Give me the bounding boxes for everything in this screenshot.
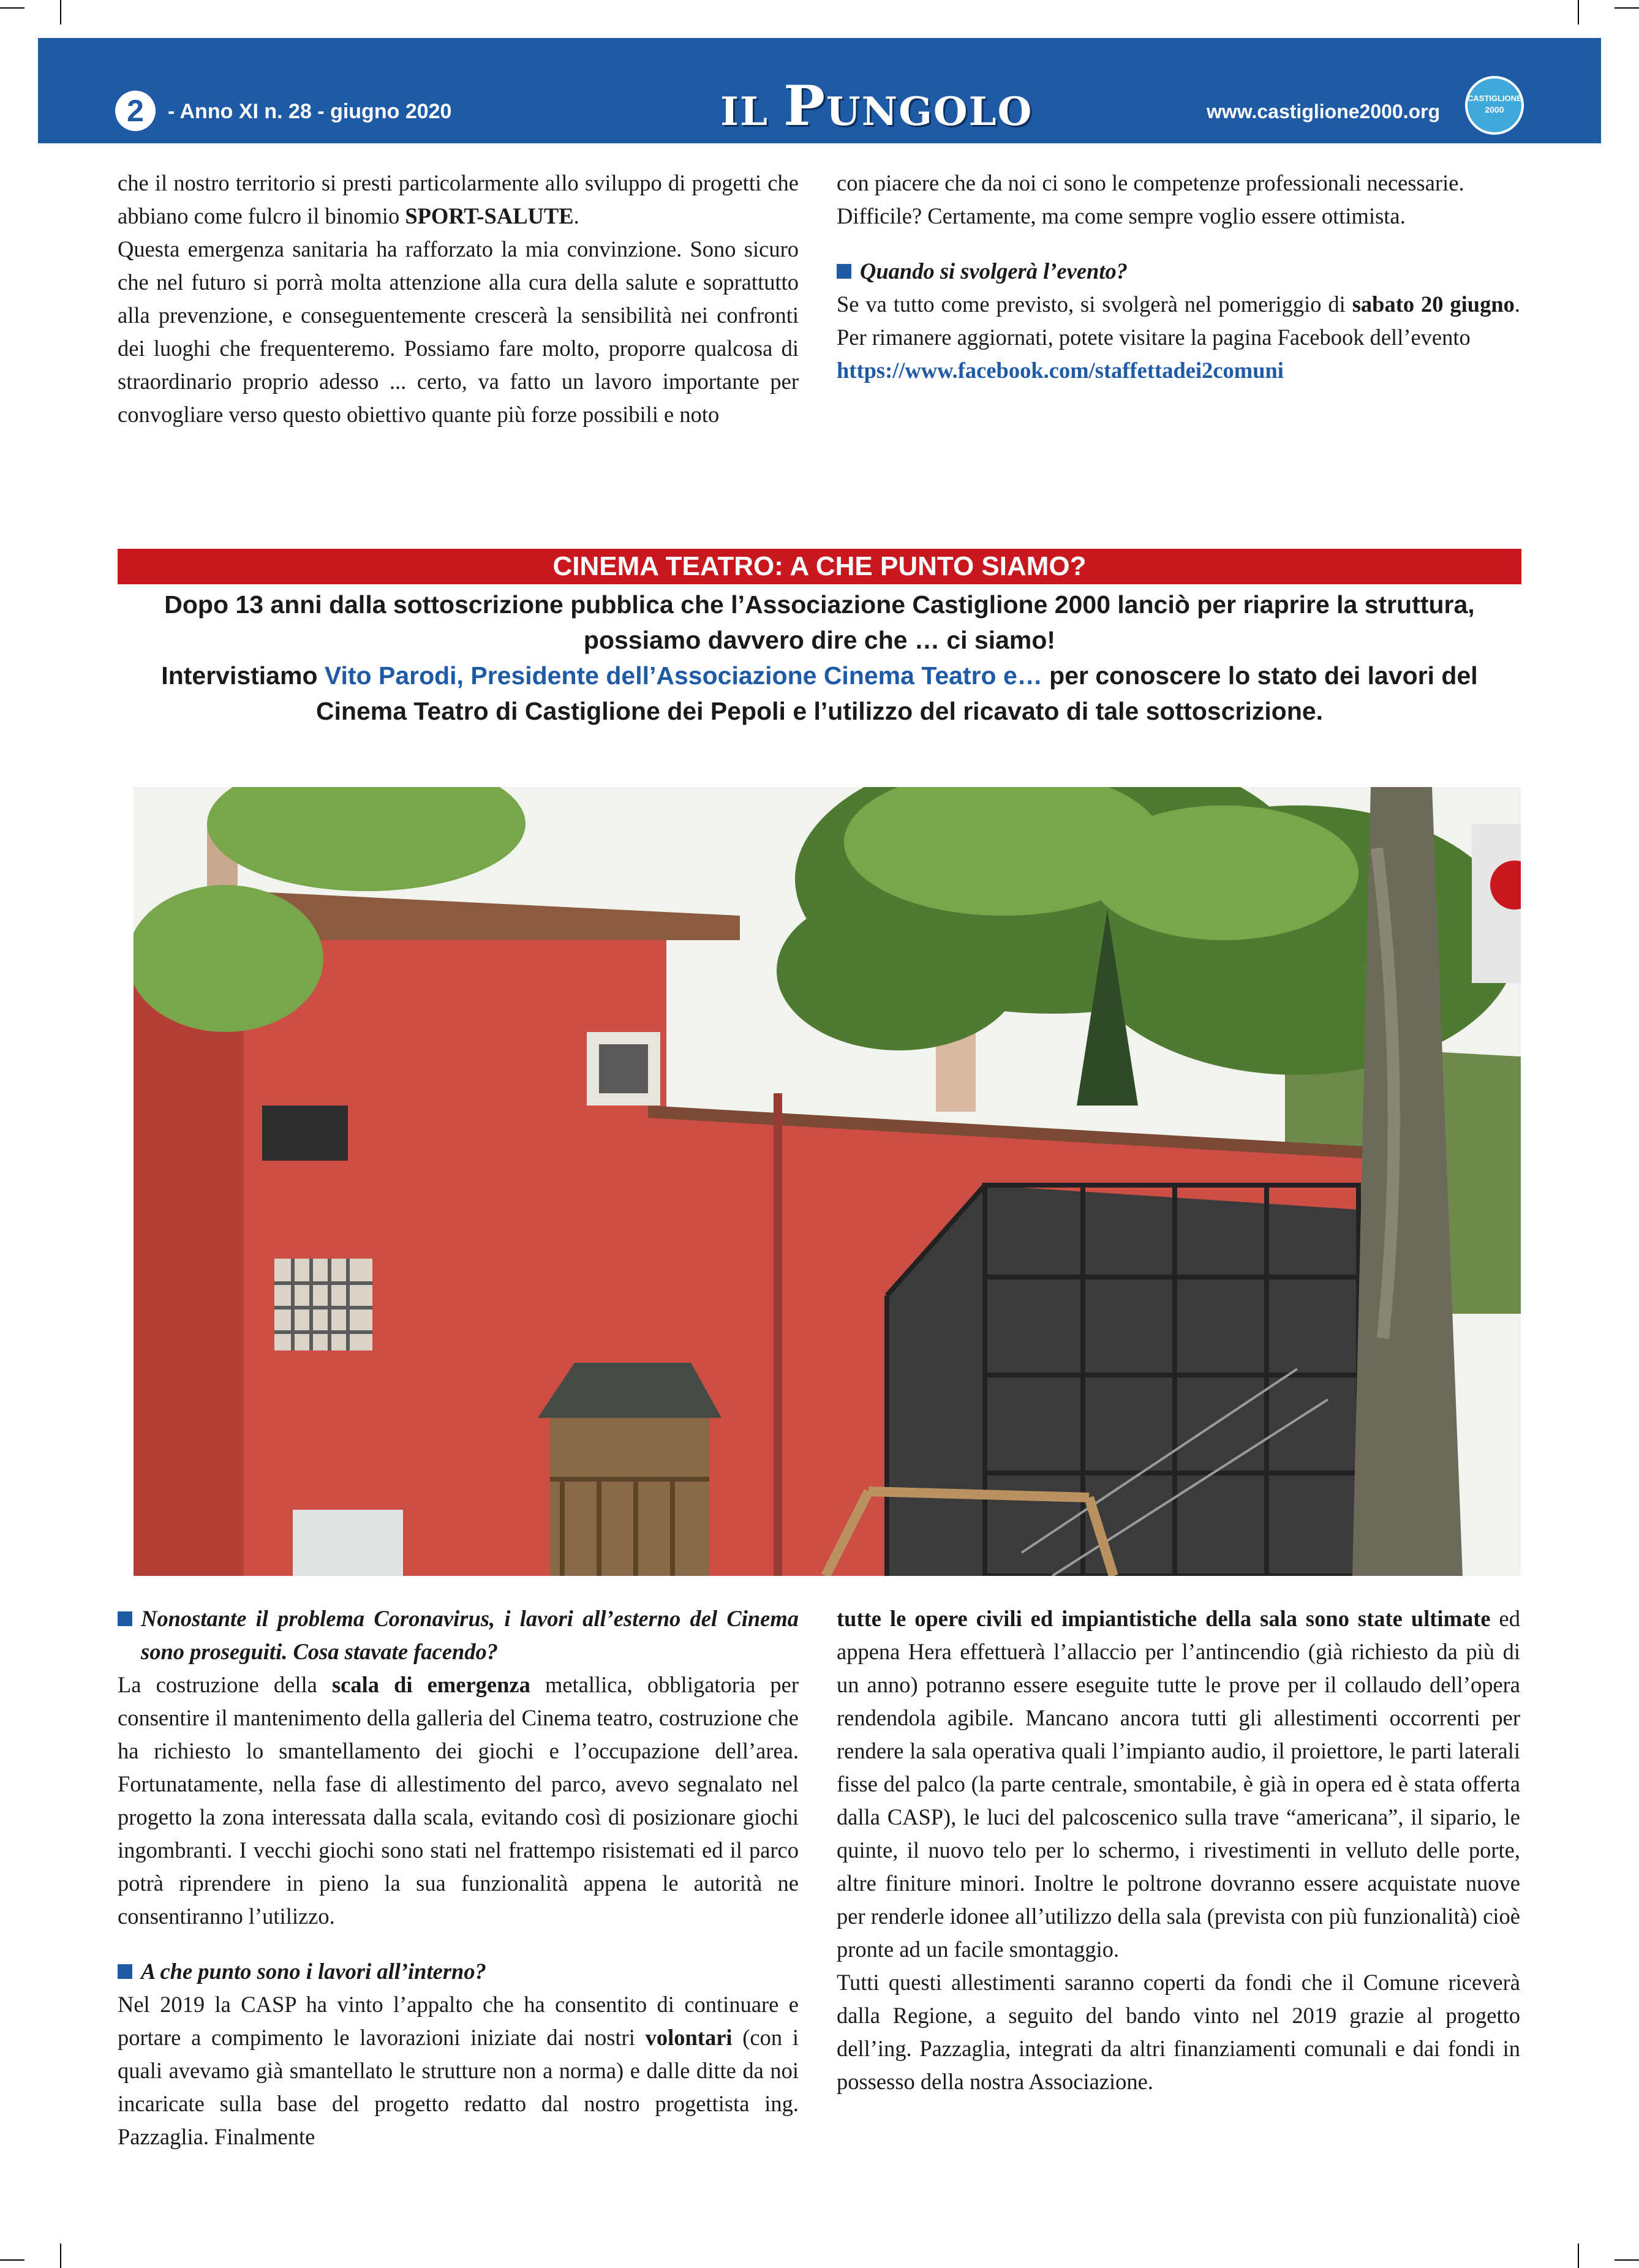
issue-info: - Anno XI n. 28 - giugno 2020 xyxy=(168,100,452,123)
question-text: Quando si svolgerà l’evento? xyxy=(860,258,1128,284)
intro-line xyxy=(118,658,1521,729)
paragraph xyxy=(118,167,799,233)
text-bold: sabato 20 giugno xyxy=(1352,292,1515,317)
paragraph xyxy=(837,1602,1520,1966)
question xyxy=(837,255,1520,288)
paragraph xyxy=(118,1668,799,1933)
text-run: che il nostro territorio si presti particolarmente allo sviluppo di progetti che abbiano come fulcro il binomio xyxy=(118,170,799,228)
badge-text: CASTIGLIONE xyxy=(1468,94,1522,103)
text-run: . xyxy=(573,203,579,228)
text-run: (con i quali avevamo già smantellato le strutture non a norma) e dalle ditte da noi incaricate sulla base del progetto redatto dal nostro progettista ing. Pazzaglia. Finalmente xyxy=(118,2025,799,2149)
text-bold: SPORT-SALUTE xyxy=(405,203,574,228)
paragraph: Questa emergenza sanitaria ha rafforzato la mia convinzione. Sono sicuro che nel futuro si porrà molta attenzione alla cura della salute e soprattutto alla prevenzione, e conseguentemente crescerà la sensibilità nei confronti dei luoghi che frequenteremo. Possiamo fare molto, proporre qualcosa di straordinario proprio adesso ... certo, va fatto un lavoro importante per convogliare verso questo obiettivo quante più forze possibili e noto xyxy=(118,236,799,427)
question-text: Nonostante il problema Coronavirus, i lavori all’esterno del Cinema sono proseguiti. Cosa stavate facendo? xyxy=(141,1606,799,1664)
paragraph: Tutti questi allestimenti saranno coperti da fondi che il Comune riceverà dalla Regione, a seguito del bando vinto nel 2019 grazie al progetto dell’ing. Pazzaglia, integrati da altri finanziamenti comunali e dai fondi in possesso della nostra Associazione. xyxy=(837,1970,1520,2094)
text-run: Nel 2019 la CASP ha vinto l’appalto che ha consentito di continuare e portare a compimento le lavorazioni iniziate dai nostri xyxy=(118,1992,799,2050)
question xyxy=(118,1955,799,1988)
paragraph: Difficile? Certamente, ma come sempre voglio essere ottimista. xyxy=(837,203,1406,228)
logo-prefix: IL xyxy=(720,89,769,135)
text-run: Intervistiamo xyxy=(161,661,325,690)
paragraph xyxy=(837,288,1520,354)
top-right-column xyxy=(837,167,1520,387)
logo-rest: UNGOLO xyxy=(826,89,1033,135)
page-number: 2 xyxy=(115,91,156,131)
paragraph: con piacere che da noi ci sono le competenze professionali necessarie. xyxy=(837,170,1464,195)
text-bold: scala di emergenza xyxy=(331,1672,530,1697)
square-bullet-icon xyxy=(118,1611,132,1626)
masthead-logo xyxy=(720,73,1033,140)
bottom-right-column xyxy=(837,1602,1520,2098)
text-run: Se va tutto come previsto, si svolgerà nel pomeriggio di xyxy=(837,292,1352,317)
square-bullet-icon xyxy=(837,264,851,279)
paragraph xyxy=(837,354,1520,387)
text-bold: tutte le opere civili ed impiantistiche della sala sono state ultimate xyxy=(837,1606,1491,1631)
association-badge-icon xyxy=(1465,76,1524,135)
square-bullet-icon xyxy=(118,1964,132,1979)
article-title: CINEMA TEATRO: A CHE PUNTO SIAMO? xyxy=(118,549,1521,584)
website-url[interactable]: www.castiglione2000.org xyxy=(1207,100,1441,122)
text-run: metallica, obbligatoria per consentire il mantenimento della galleria del Cinema teatro, costruzione che ha richiesto lo smantellamento dei giochi e l’occupazione dell’area. Fortunatamente, nella fase di allestimento del parco, avevo segnalato nel progetto la zona interessata dalla scala, evitando così di posizionare giochi ingombranti. I vecchi giochi sono stati nel frattempo risistemati ed il parco potrà riprendere in pieno la sua funzionalità appena le autorità ne consentiranno l’utilizzo. xyxy=(118,1672,799,1929)
facebook-link[interactable]: https://www.facebook.com/staffettadei2comuni xyxy=(837,358,1284,383)
text-run: ed appena Hera effettuerà l’allaccio per l’antincendio (già richiesto da più di un anno) potranno essere eseguite tutte le prove per il collaudo dell’opera rendendola agibile. Mancano ancora tutti gli allestimenti occorrenti per rendere la sala operativa quali l’impianto audio, il proiettore, le parti laterali fisse del palco (la parte centrale, smontabile, è già in opera ed è stata offerta dalla CASP), le luci del palcoscenico sulla trave “americana”, il sipario, le quinte, il nuovo telo per lo schermo, i rivestimenti in velluto delle porte, altre finiture minori. Inoltre le poltrone dovranno essere acquistate nuove per renderle idonee all’utilizzo della sala (prevista con più funzionalità) cioè pronte ad un facile smontaggio. xyxy=(837,1606,1521,1962)
highlight-text: Vito Parodi, Presidente dell’Associazione Cinema Teatro e… xyxy=(324,661,1042,690)
text-run: . Per rimanere aggiornati, potete visitare la pagina Facebook dell’evento xyxy=(837,292,1520,350)
intro-line: Dopo 13 anni dalla sottoscrizione pubblica che l’Associazione Castiglione 2000 lanciò per riaprire la struttura, possiamo davvero dire che … ci siamo! xyxy=(164,590,1475,654)
bottom-left-column xyxy=(118,1602,799,2153)
text-bold: volontari xyxy=(645,2025,733,2050)
question xyxy=(118,1602,799,1668)
text-run: La costruzione della xyxy=(118,1672,332,1697)
question-text: A che punto sono i lavori all’interno? xyxy=(141,1959,486,1984)
article-intro xyxy=(118,587,1521,729)
paragraph xyxy=(118,1988,799,2153)
text-run: per conoscere lo stato dei lavori del Cinema Teatro di Castiglione dei Pepoli e l’utilizzo del ricavato di tale sottoscrizione. xyxy=(315,661,1478,725)
top-left-column xyxy=(118,167,799,431)
cinema-photo xyxy=(134,787,1521,1576)
badge-year: 2000 xyxy=(1485,105,1504,115)
logo-initial: P xyxy=(783,73,826,138)
